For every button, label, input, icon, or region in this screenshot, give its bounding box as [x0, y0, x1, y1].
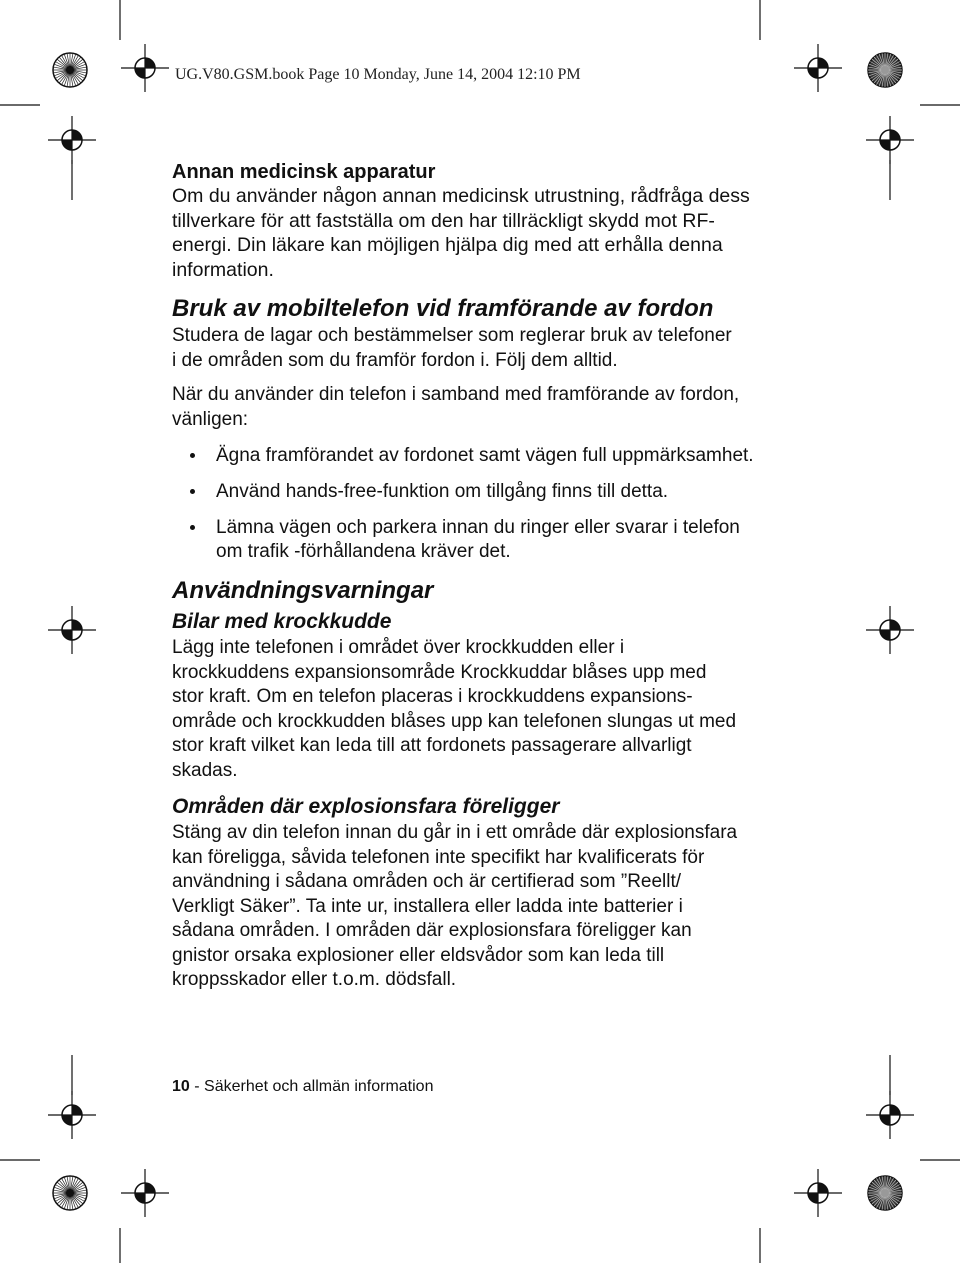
- text-line: vänligen:: [172, 408, 249, 430]
- text-line: Stäng av din telefon innan du går in i ett område där explosionsfara: [172, 822, 738, 843]
- text-line: krockkuddens expansionsområde Krockkuddar blåses upp med: [172, 661, 707, 683]
- bruk-paragraph-2: [172, 383, 772, 432]
- registration-target-icon: [866, 116, 914, 164]
- starburst-mark-icon: [868, 53, 902, 87]
- text-line: Om du använder någon annan medicinsk utrustning, rådfråga dess: [172, 185, 750, 207]
- explosion-paragraph: [172, 821, 772, 993]
- heading-anvandningsvarningar: Användningsvarningar: [172, 577, 434, 604]
- registration-target-icon: [48, 116, 96, 164]
- text-line: stor kraft. Om en telefon placeras i krockkuddens expansions-: [172, 686, 693, 707]
- text-line: kan föreligga, såvida telefonen inte specifikt har kvalificerats för: [172, 846, 705, 868]
- bullet-icon: [190, 489, 195, 494]
- list-item: [172, 516, 772, 564]
- registration-target-icon: [48, 606, 96, 654]
- text-line: tillverkare för att fastställa om den har tillräckligt skydd mot RF-: [172, 209, 715, 232]
- bullet-text: Lämna vägen och parkera innan du ringer eller svarar i telefon: [216, 517, 740, 538]
- list-item: [172, 444, 772, 468]
- text-line: När du använder din telefon i samband med framförande av fordon,: [172, 384, 740, 405]
- bullet-text: Ägna framförandet av fordonet samt vägen full uppmärksamhet.: [216, 445, 754, 466]
- bullet-icon: [190, 453, 195, 458]
- starburst-mark-icon: [53, 53, 87, 87]
- bruk-paragraph-1: [172, 324, 772, 373]
- text-line: energi. Din läkare kan möjligen hjälpa dig med att erhålla denna: [172, 234, 723, 256]
- text-line: skadas.: [172, 759, 238, 781]
- text-line: stor kraft vilket kan leda till att fordonets passagerare allvarligt: [172, 735, 692, 756]
- text-line: Verkligt Säker”. Ta inte ur, installera eller ladda inte batterier i: [172, 895, 683, 917]
- registration-target-icon: [866, 606, 914, 654]
- text-line: gnistor orsaka explosioner eller eldsvådor som kan leda till: [172, 944, 665, 966]
- bullet-icon: [190, 525, 195, 530]
- registration-target-icon: [794, 44, 842, 92]
- text-line: Lägg inte telefonen i området över krockkudden eller i: [172, 637, 625, 658]
- text-line: användning i sådana områden och är certifierad som ”Reellt/: [172, 871, 682, 892]
- heading-bruk-av-mobiltelefon: Bruk av mobiltelefon vid framförande av fordon: [172, 295, 714, 322]
- text-line: kroppsskador eller t.o.m. dödsfall.: [172, 969, 457, 990]
- registration-target-icon: [121, 44, 169, 92]
- page-number: 10: [172, 1078, 190, 1095]
- heading-annan-medicinsk: Annan medicinsk apparatur: [172, 161, 436, 183]
- registration-target-icon: [794, 1169, 842, 1217]
- text-line: information.: [172, 258, 274, 281]
- text-line: Studera de lagar och bestämmelser som reglerar bruk av telefoner: [172, 325, 732, 346]
- bullet-list: [172, 444, 772, 564]
- bullet-text: om trafik -förhållandena kräver det.: [216, 541, 511, 562]
- starburst-mark-icon: [868, 1176, 902, 1210]
- text-line: i de områden som du framför fordon i. Följ dem alltid.: [172, 349, 618, 371]
- print-slug: UG.V80.GSM.book Page 10 Monday, June 14, 2004 12:10 PM: [175, 66, 581, 83]
- page-content: [172, 160, 772, 993]
- text-line: sådana områden. I områden där explosionsfara föreligger kan: [172, 920, 692, 941]
- registration-target-icon: [866, 1091, 914, 1139]
- bilar-paragraph: [172, 636, 772, 783]
- bullet-text: Använd hands-free-funktion om tillgång finns till detta.: [216, 481, 669, 502]
- heading-bilar-med-krockkudde: Bilar med krockkudde: [172, 610, 392, 633]
- text-line: område och krockkudden blåses upp kan telefonen slungas ut med: [172, 710, 737, 732]
- page-footer: [172, 1078, 433, 1096]
- registration-target-icon: [48, 1091, 96, 1139]
- heading-omraden-explosionsfara: Områden där explosionsfara föreligger: [172, 795, 560, 818]
- footer-text: - Säkerhet och allmän information: [189, 1078, 434, 1095]
- annan-paragraph: [172, 184, 772, 282]
- registration-target-icon: [121, 1169, 169, 1217]
- list-item: [172, 480, 772, 504]
- starburst-mark-icon: [53, 1176, 87, 1210]
